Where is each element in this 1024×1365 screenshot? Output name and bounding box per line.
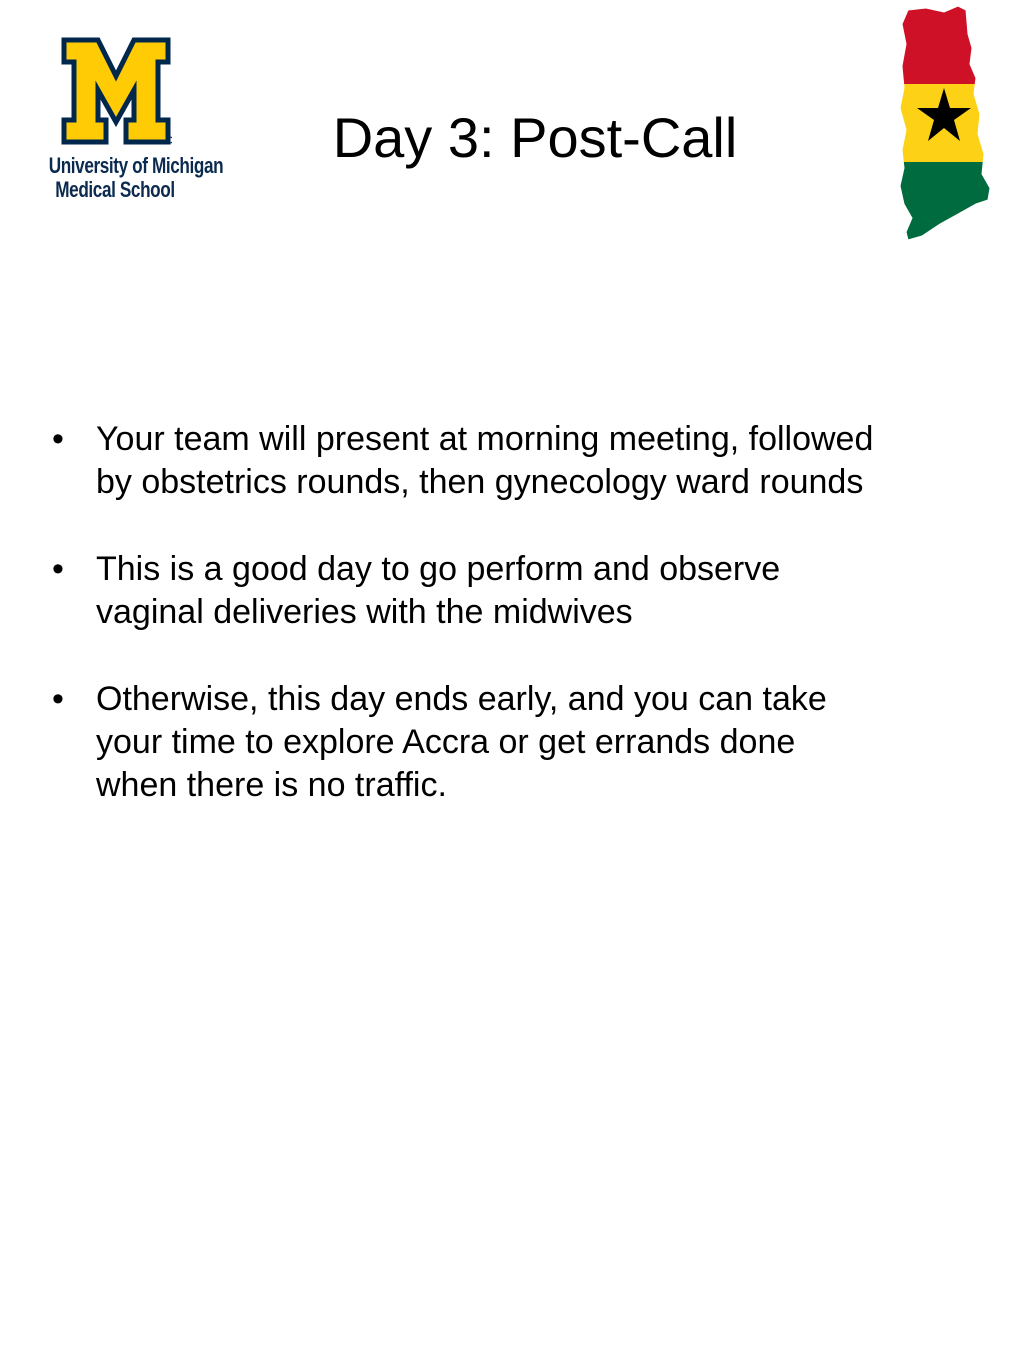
bullet-marker: • (52, 550, 64, 588)
bullet-text-line: vaginal deliveries with the midwives (96, 593, 633, 631)
bullet-text-line: Otherwise, this day ends early, and you can take (96, 680, 827, 718)
bullet-text-line: when there is no traffic. (96, 766, 447, 804)
slide-title: Day 3: Post-Call (332, 106, 738, 169)
bullet-item (52, 678, 992, 807)
bullet-text-line: your time to explore Accra or get errands done (96, 723, 796, 761)
bullet-text-line: Your team will present at morning meeting, followed (96, 420, 874, 458)
bullet-text-line: by obstetrics rounds, then gynecology ward rounds (96, 463, 864, 501)
bullet-item (52, 418, 992, 504)
ghana-flag-map-icon (896, 4, 994, 242)
bullet-item (52, 548, 992, 634)
bullet-marker: • (52, 420, 64, 458)
bullet-list (52, 418, 992, 851)
bullet-marker: • (52, 680, 64, 718)
logo-text-university: University of Michigan (48, 153, 224, 178)
bullet-text-line: This is a good day to go perform and observe (96, 550, 781, 588)
logo-text-school: Medical School (55, 177, 175, 202)
